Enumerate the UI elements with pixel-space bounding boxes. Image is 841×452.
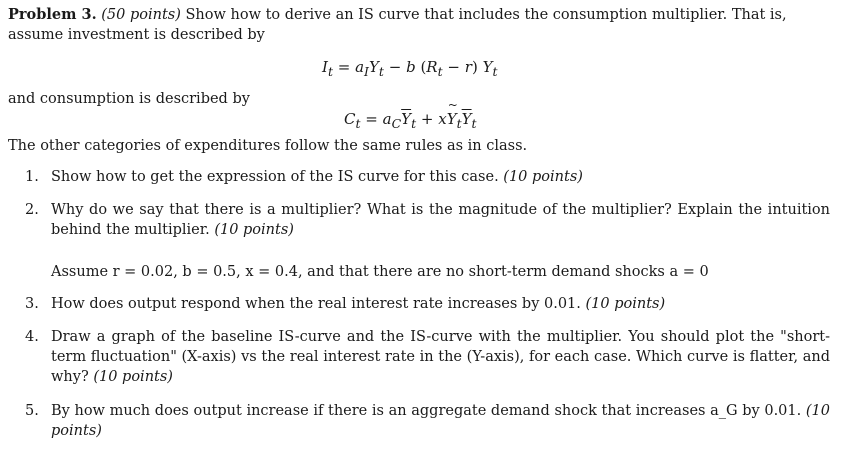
- question-number: 5.: [25, 403, 39, 419]
- question-2: [25, 200, 830, 240]
- investment-equation: $I_t = a_IY_t - b$ $(R_t - r)$ $Y_t$: [322, 58, 498, 79]
- assumption-text: Assume r = 0.02, b = 0.5, x = 0.4, and that there are no short-term demand shocks a = 0: [51, 264, 709, 280]
- question-text: By how much does output increase if there is an aggregate demand shock that increases a_G by 0.01.: [51, 403, 802, 419]
- question-text: How does output respond when the real interest rate increases by 0.01.: [51, 296, 581, 312]
- question-points: (10 points): [503, 169, 583, 185]
- problem-points: (50 points): [101, 7, 181, 23]
- question-1: [25, 167, 830, 187]
- question-points: (10 points): [585, 296, 666, 312]
- question-points: (10 points): [93, 369, 173, 385]
- problem-intro: [8, 5, 834, 45]
- question-3: [25, 294, 830, 314]
- problem-intro-text: Show how to derive an IS curve that includes the consumption multiplier. That is, assume investment is described by: [8, 7, 787, 43]
- question-number: 3.: [25, 296, 39, 312]
- question-points: (10 points): [214, 222, 294, 238]
- question-text: Draw a graph of the baseline IS-curve and the IS-curve with the multiplier. You should plot the "short-term fluctuation" (X-axis) vs the real interest rate in the (Y-axis), for each case. Which curve is flatter, and why?: [51, 329, 830, 385]
- problem-heading: Problem 3.: [8, 6, 97, 23]
- consumption-equation: $C_t = a_C\overline{Y}_t$ + x~ $Y_t\overline{Y}_t$: [344, 110, 477, 131]
- question-number: 4.: [25, 329, 39, 345]
- question-text: Show how to get the expression of the IS curve for this case.: [51, 169, 499, 185]
- other-categories-text: The other categories of expenditures follow the same rules as in class.: [8, 138, 528, 154]
- question-text: Why do we say that there is a multiplier? What is the magnitude of the multiplier? Explain the intuition behind the multiplier.: [51, 202, 830, 238]
- question-4: [25, 327, 830, 387]
- question-points: (10 points): [51, 403, 830, 439]
- question-number: 2.: [25, 202, 39, 218]
- question-5: [25, 401, 830, 441]
- consumption-lead: and consumption is described by: [8, 91, 250, 107]
- question-number: 1.: [25, 169, 39, 185]
